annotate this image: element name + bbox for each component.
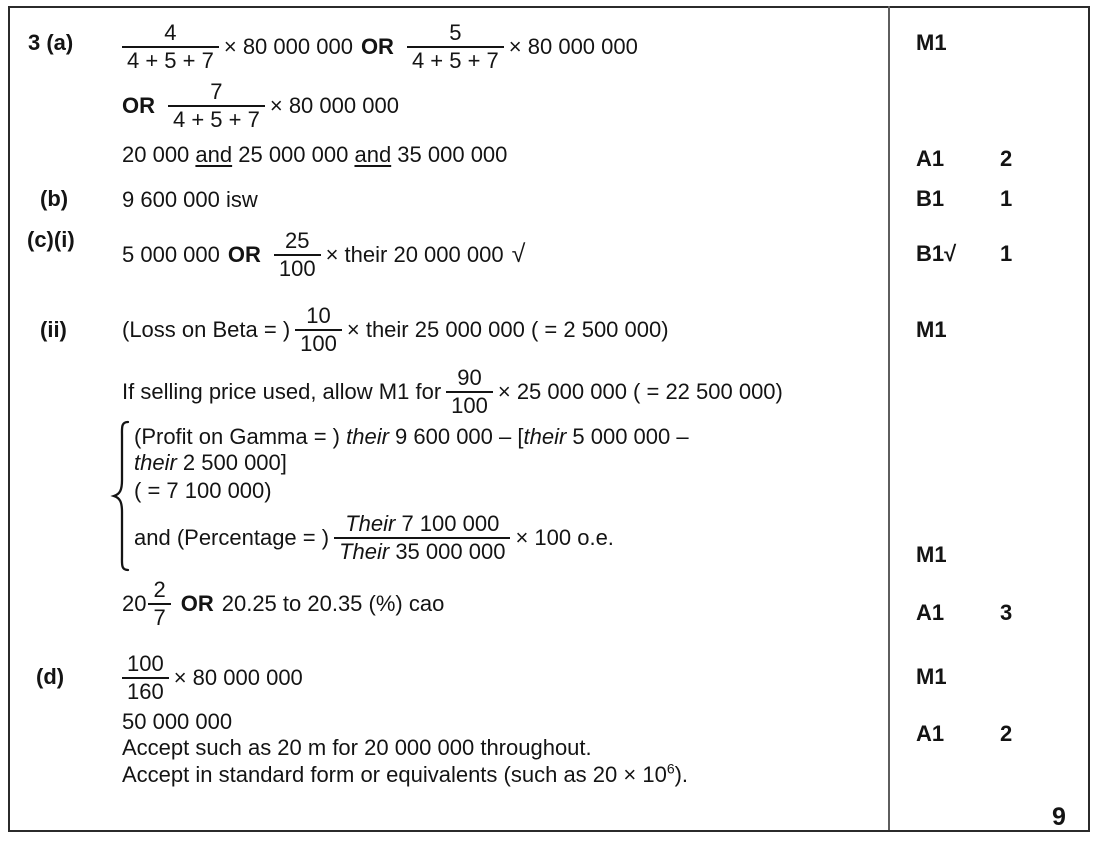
working-d-note2 <box>122 762 688 788</box>
times-80m: × 80 000 000 <box>223 33 353 59</box>
score-a: 2 <box>1000 146 1013 171</box>
times-100-oe: × 100 o.e. <box>515 524 614 550</box>
working-ci <box>122 228 525 282</box>
times-their-25m: × their 25 000 000 ( = 2 500 000) <box>346 316 669 342</box>
and-underlined: and <box>195 142 233 167</box>
fraction-2-over-7: $\frac{2}{7}$ <box>148 577 170 631</box>
or-keyword: OR <box>227 241 261 267</box>
part-label-3a: 3 (a) <box>28 30 74 55</box>
follow-through-tick: √ <box>511 240 526 269</box>
working-d-calc <box>122 651 303 705</box>
working-d-note1: Accept such as 20 m for 20 000 000 throughout. <box>122 735 592 760</box>
working-d-answer: 50 000 000 <box>122 709 233 734</box>
their-italic: their <box>346 424 389 449</box>
working-cii-loss <box>122 303 669 357</box>
mark-m1-cii-1: M1 <box>916 317 947 342</box>
score-ci: 1 <box>1000 241 1013 266</box>
exponent-6: 6 <box>666 760 675 777</box>
their-italic: their <box>523 424 567 449</box>
value-2500000: 2 500 000] <box>176 450 287 475</box>
note2-close: ). <box>674 762 689 787</box>
times-80m: × 80 000 000 <box>173 664 303 690</box>
and-underlined: and <box>354 142 392 167</box>
times-their-20m: × their 20 000 000 <box>325 241 504 267</box>
working-a-line2 <box>122 79 399 133</box>
score-b: 1 <box>1000 186 1013 211</box>
value-35m: 35 000 000 <box>391 142 508 167</box>
part-label-cii: (ii) <box>40 317 67 342</box>
working-cii-gamma-line1 <box>134 424 689 450</box>
selling-price-note: If selling price used, allow M1 for <box>122 378 442 404</box>
answer-range-cao: 20.25 to 20.35 (%) cao <box>221 590 445 616</box>
fraction-100-over-160: $\frac{100}{160}$ <box>122 651 169 705</box>
mark-b1-b: B1 <box>916 186 945 211</box>
value-20000: 20 000 <box>122 142 196 167</box>
question-total: 9 <box>1052 803 1066 831</box>
loss-on-beta-label: (Loss on Beta = ) <box>122 316 291 342</box>
fraction-25-over-100: $\frac{25}{100}$ <box>274 228 321 282</box>
times-80m: × 80 000 000 <box>269 92 399 118</box>
score-cii: 3 <box>1000 600 1013 625</box>
fraction-90-over-100: $\frac{90}{100}$ <box>446 365 493 419</box>
working-a-answers <box>122 142 507 168</box>
mark-b1ft-ci: B1√ <box>916 241 957 266</box>
score-d: 2 <box>1000 721 1013 746</box>
value-5000000: 5 000 000 – <box>566 424 689 449</box>
value-20: 20 <box>122 590 147 616</box>
fraction-7-over-sum: $\frac{7}{4 + 5 + 7}$ <box>168 79 265 133</box>
or-keyword: OR <box>360 33 394 59</box>
working-b: 9 600 000 isw <box>122 187 258 212</box>
mark-a1-d: A1 <box>916 721 945 746</box>
part-label-b: (b) <box>40 186 69 211</box>
times-80m: × 80 000 000 <box>508 33 638 59</box>
grouping-brace <box>110 420 132 577</box>
working-cii-percentage <box>134 511 614 565</box>
or-keyword: OR <box>122 92 155 118</box>
note2-text: Accept in standard form or equivalents (such as 20 × 10 <box>122 762 667 787</box>
marks-column-divider <box>888 6 890 830</box>
value-9600000: 9 600 000 – [ <box>388 424 524 449</box>
working-cii-gamma-result: ( = 7 100 000) <box>134 478 272 503</box>
fraction-4-over-sum: $\frac{4}{4 + 5 + 7}$ <box>122 20 219 74</box>
value-5m: 5 000 000 <box>122 241 220 267</box>
working-cii-selling <box>122 365 783 419</box>
mark-a1-cii: A1 <box>916 600 945 625</box>
profit-gamma-label: (Profit on Gamma = ) <box>134 424 347 449</box>
times-25m: × 25 000 000 ( = 22 500 000) <box>497 378 783 404</box>
part-label-ci: (c)(i) <box>27 227 75 252</box>
or-keyword: OR <box>180 590 214 616</box>
part-label-d: (d) <box>36 664 65 689</box>
mark-m1-a: M1 <box>916 30 947 55</box>
working-a-line1 <box>122 20 638 74</box>
mark-m1-d: M1 <box>916 664 947 689</box>
fraction-10-over-100: $\frac{10}{100}$ <box>295 303 342 357</box>
their-italic: their <box>134 450 177 475</box>
value-25m: 25 000 000 <box>232 142 355 167</box>
mark-m1-cii-2: M1 <box>916 542 947 567</box>
fraction-their-7100000-over-their-35000000: $\frac{\text{Their 7 100 000}}{\text{Their 35 000 000}}$ <box>334 511 510 565</box>
percentage-label: and (Percentage = ) <box>134 524 330 550</box>
mark-a1-a: A1 <box>916 146 945 171</box>
working-cii-answer <box>122 577 444 631</box>
working-cii-gamma-line2 <box>134 450 287 476</box>
fraction-5-over-sum: $\frac{5}{4 + 5 + 7}$ <box>407 20 504 74</box>
